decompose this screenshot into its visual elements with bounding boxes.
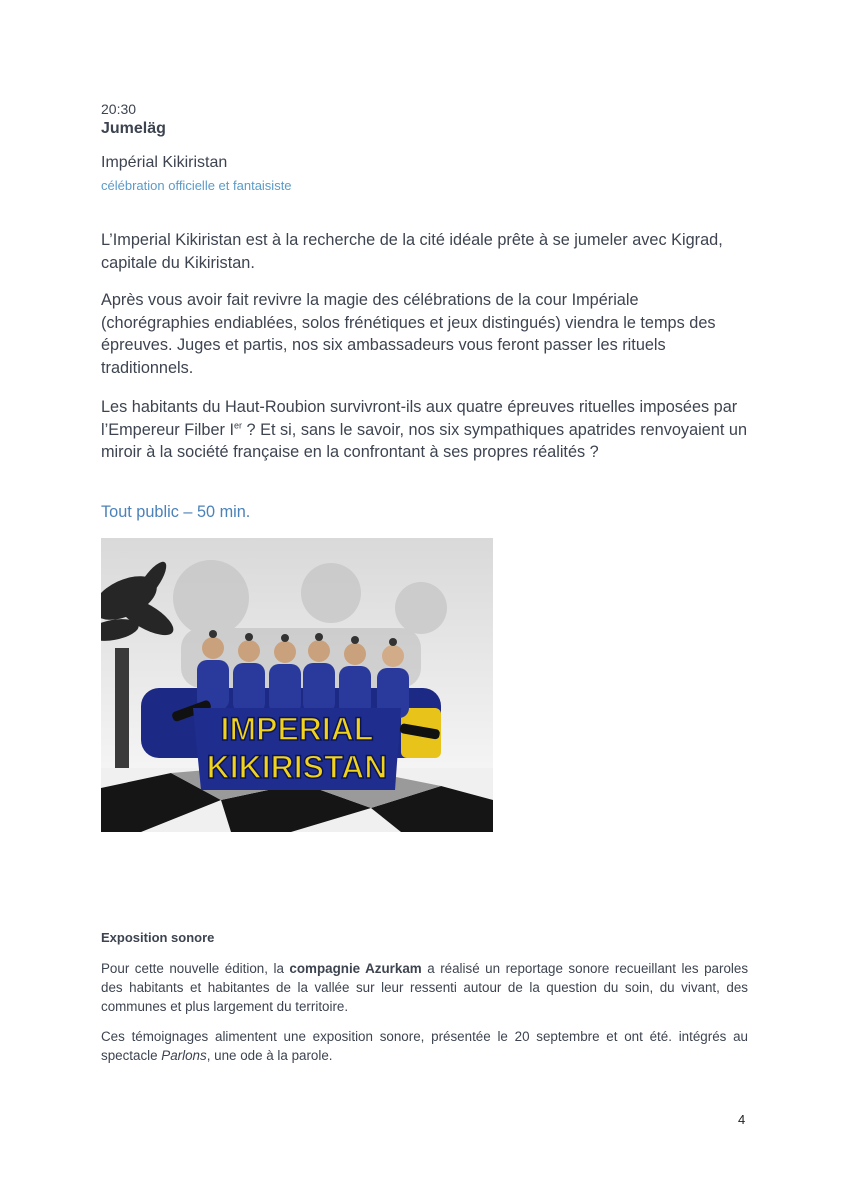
exposition-paragraph-1-start: Pour cette nouvelle édition, la (101, 961, 290, 976)
description-paragraph-2: Après vous avoir fait revivre la magie des célébrations de la cour Impériale (chorégraphies endiablées, solos frénétiques et jeux distingués) viendra le temps des épreuves. Juges et partis, nos six ambassadeurs vous feront passer les rituels traditionnels. (101, 291, 716, 377)
description-paragraph-3-start: Les habitants du Haut-Roubion survivront-ils aux quatre épreuves rituelles imposées par l’Empereur Filber I (101, 398, 738, 439)
description-paragraph-1: L’Imperial Kikiristan est à la recherche de la cité idéale prête à se jumeler avec Kigrad, capitale du Kikiristan. (101, 231, 723, 272)
show-photo-illustration (101, 538, 493, 832)
exposition-paragraph-2-start: Ces témoignages alimentent une exposition sonore, présentée le 20 septembre et ont été. intégrés au spectacle (101, 1029, 748, 1063)
audience-duration: Tout public – 50 min. (101, 503, 251, 521)
logo-line-1: IMPERIAL (220, 711, 374, 747)
exposition-paragraph-2 (101, 1027, 748, 1065)
ordinal-superscript: er (234, 420, 243, 431)
description-paragraph-3 (101, 396, 751, 464)
show-title: Jumeläg (101, 120, 166, 137)
logo-line-2: KIKIRISTAN (206, 749, 388, 785)
exposition-title: Exposition sonore (101, 930, 215, 945)
show-photo (101, 538, 493, 832)
description-paragraph-3-end: ? Et si, sans le savoir, nos six sympathiques apatrides renvoyaient un miroir à la société française en la confrontant à ses propres réalités ? (101, 420, 748, 461)
exposition-paragraph-2-end: , une ode à la parole. (206, 1048, 333, 1063)
exposition-paragraph-1 (101, 959, 748, 1016)
page-number: 4 (738, 1112, 746, 1127)
exposition-paragraph-1-end: a réalisé un reportage sonore recueillant les paroles des habitants et habitantes de la vallée sur leur ressenti autour de la question du soin, du vivant, des communes et plus largement du territoire. (101, 961, 749, 1014)
event-time: 20:30 (101, 101, 137, 117)
show-parlons: Parlons (161, 1048, 207, 1063)
company-azurkam: compagnie Azurkam (289, 961, 422, 976)
imperial-kikiristan-logo (193, 708, 401, 790)
show-subtitle: célébration officielle et fantaisiste (101, 178, 292, 193)
company-name: Impérial Kikiristan (101, 154, 228, 171)
